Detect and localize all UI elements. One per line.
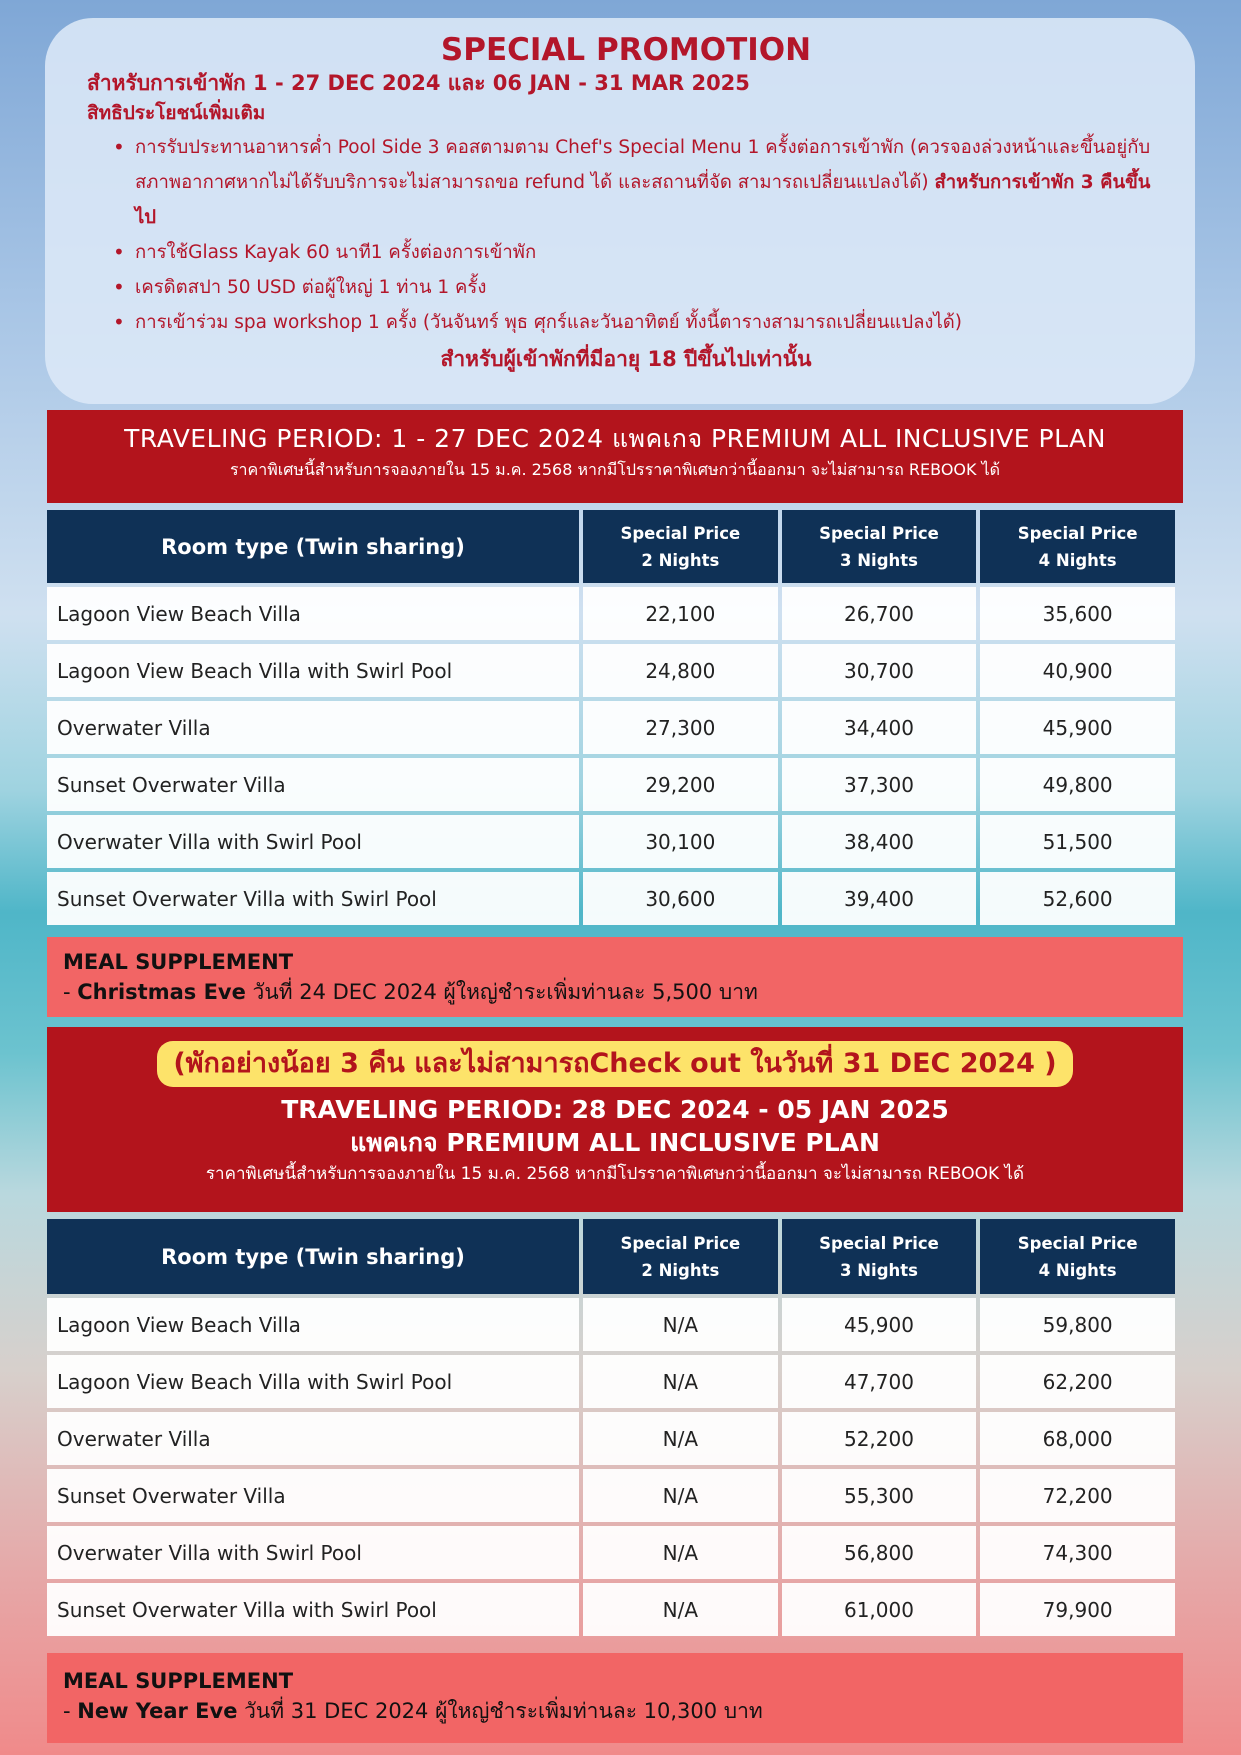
price-2n-header: Special Price 2 Nights <box>583 1219 778 1294</box>
table-header-row <box>47 510 1175 583</box>
benefits-list <box>113 130 1165 340</box>
price-cell: N/A <box>583 1412 778 1465</box>
period2-package: แพคเกจ PREMIUM ALL INCLUSIVE PLAN <box>350 1128 880 1157</box>
price-cell: 24,800 <box>583 644 778 697</box>
price-3n-header: Special Price 3 Nights <box>782 1219 977 1294</box>
meal-detail: - Christmas Eve วันที่ 24 DEC 2024 ผู้ใหญ่ชำระเพิ่มท่านละ 5,500 บาท <box>63 980 758 1004</box>
room-name: Sunset Overwater Villa <box>47 758 579 811</box>
table-row <box>47 587 1175 640</box>
price-cell: N/A <box>583 1583 778 1636</box>
benefit-text: การรับประทานอาหารค่ำ Pool Side 3 คอสตามตาม Chef's Special Menu 1 ครั้งต่อการเข้าพัก (ควรจองล่วงหน้าและขึ้นอยู่กับสภาพอากาศหากไม่ได้รับบริการจะไม่สามารถขอ refund ได้ และสถานที่จัด สามารถเปลี่ยนแปลงได้) <box>135 137 1151 193</box>
room-name: Lagoon View Beach Villa <box>47 587 579 640</box>
table-row <box>47 872 1175 925</box>
price-cell: 56,800 <box>782 1526 977 1579</box>
price-cell: 45,900 <box>782 1298 977 1351</box>
price-cell: 79,900 <box>980 1583 1175 1636</box>
period1-banner <box>47 410 1183 503</box>
room-name: Overwater Villa <box>47 1412 579 1465</box>
promo-benefits-label: สิทธิประโยชน์เพิ่มเติม <box>87 102 266 124</box>
benefit-item: • การเข้าร่วม spa workshop 1 ครั้ง (วันจันทร์ พุธ ศุกร์และวันอาทิตย์ ทั้งนี้ตารางสามารถเปลี่ยนแปลงได้) <box>113 305 1165 340</box>
price-3n-header: Special Price 3 Nights <box>782 510 977 583</box>
benefit-item: • การใช้Glass Kayak 60 นาที1 ครั้งต่องการเข้าพัก <box>113 235 1165 270</box>
price-cell: 39,400 <box>782 872 977 925</box>
price-cell: 49,800 <box>980 758 1175 811</box>
period2-title: TRAVELING PERIOD: 28 DEC 2024 - 05 JAN 2025 <box>281 1095 949 1124</box>
table-header-row <box>47 1219 1175 1294</box>
table-row <box>47 644 1175 697</box>
price-cell: 45,900 <box>980 701 1175 754</box>
room-name: Overwater Villa <box>47 701 579 754</box>
price-cell: N/A <box>583 1298 778 1351</box>
price-cell: 74,300 <box>980 1526 1175 1579</box>
price-cell: 38,400 <box>782 815 977 868</box>
promo-title: SPECIAL PROMOTION <box>440 32 812 68</box>
promo-box <box>45 18 1195 404</box>
price-cell: N/A <box>583 1355 778 1408</box>
price-cell: N/A <box>583 1469 778 1522</box>
period2-rate-table <box>43 1215 1179 1640</box>
price-cell: 61,000 <box>782 1583 977 1636</box>
price-cell: 37,300 <box>782 758 977 811</box>
price-cell: 52,200 <box>782 1412 977 1465</box>
price-cell: 40,900 <box>980 644 1175 697</box>
table-row <box>47 1583 1175 1636</box>
price-4n-header: Special Price 4 Nights <box>980 1219 1175 1294</box>
benefit-bold: สำหรับการเข้าพัก 3 คืนขึ้นไป <box>135 172 1151 228</box>
price-cell: 47,700 <box>782 1355 977 1408</box>
period2-meal-supplement <box>47 1653 1183 1743</box>
room-name: Sunset Overwater Villa with Swirl Pool <box>47 1583 579 1636</box>
period2-banner <box>47 1027 1183 1212</box>
price-cell: 22,100 <box>583 587 778 640</box>
table-row <box>47 758 1175 811</box>
room-name: Lagoon View Beach Villa with Swirl Pool <box>47 644 579 697</box>
price-2n-header: Special Price 2 Nights <box>583 510 778 583</box>
table-row <box>47 1469 1175 1522</box>
table-row <box>47 1298 1175 1351</box>
room-type-header: Room type (Twin sharing) <box>47 1219 579 1294</box>
price-cell: 51,500 <box>980 815 1175 868</box>
price-cell: 34,400 <box>782 701 977 754</box>
period2-subtitle: ราคาพิเศษนี้สำหรับการจองภายใน 15 ม.ค. 2568 หากมีโปรราคาพิเศษกว่านี้ออกมา จะไม่สามารถ REBOOK ได้ <box>205 1164 1025 1184</box>
price-cell: 30,600 <box>583 872 778 925</box>
benefit-item <box>113 130 1165 235</box>
price-cell: 30,100 <box>583 815 778 868</box>
price-cell: 59,800 <box>980 1298 1175 1351</box>
benefit-item: • เครดิตสปา 50 USD ต่อผู้ใหญ่ 1 ท่าน 1 ครั้ง <box>113 270 1165 305</box>
min-stay-note: (พักอย่างน้อย 3 คืน และไม่สามารถCheck out ในวันที่ 31 DEC 2024 ) <box>157 1041 1072 1087</box>
table-row <box>47 1526 1175 1579</box>
meal-heading: MEAL SUPPLEMENT <box>63 950 294 974</box>
table-row <box>47 1412 1175 1465</box>
room-name: Overwater Villa with Swirl Pool <box>47 1526 579 1579</box>
price-cell: 62,200 <box>980 1355 1175 1408</box>
period1-rate-table <box>43 506 1179 929</box>
meal-event: New Year Eve <box>77 1699 238 1723</box>
room-name: Lagoon View Beach Villa <box>47 1298 579 1351</box>
room-type-header: Room type (Twin sharing) <box>47 510 579 583</box>
price-cell: 72,200 <box>980 1469 1175 1522</box>
period1-title: TRAVELING PERIOD: 1 - 27 DEC 2024 แพคเกจ PREMIUM ALL INCLUSIVE PLAN <box>124 424 1106 453</box>
period1-subtitle: ราคาพิเศษนี้สำหรับการจองภายใน 15 ม.ค. 2568 หากมีโปรราคาพิเศษกว่านี้ออกมา จะไม่สามารถ REBOOK ได้ <box>229 460 1001 479</box>
price-cell: 26,700 <box>782 587 977 640</box>
price-cell: 30,700 <box>782 644 977 697</box>
price-4n-header: Special Price 4 Nights <box>980 510 1175 583</box>
meal-heading: MEAL SUPPLEMENT <box>63 1669 294 1693</box>
price-cell: 52,600 <box>980 872 1175 925</box>
meal-event: Christmas Eve <box>77 980 246 1004</box>
promo-period: สำหรับการเข้าพัก 1 - 27 DEC 2024 และ 06 JAN - 31 MAR 2025 <box>87 71 750 95</box>
price-cell: 27,300 <box>583 701 778 754</box>
room-name: Overwater Villa with Swirl Pool <box>47 815 579 868</box>
age-note: สำหรับผู้เข้าพักที่มีอายุ 18 ปีขึ้นไปเท่านั้น <box>440 347 812 371</box>
meal-detail: - New Year Eve วันที่ 31 DEC 2024 ผู้ใหญ่ชำระเพิ่มท่านละ 10,300 บาท <box>63 1699 763 1723</box>
price-cell: 55,300 <box>782 1469 977 1522</box>
price-cell: 68,000 <box>980 1412 1175 1465</box>
room-name: Sunset Overwater Villa with Swirl Pool <box>47 872 579 925</box>
table-row <box>47 1355 1175 1408</box>
table-row <box>47 701 1175 754</box>
price-cell: 35,600 <box>980 587 1175 640</box>
room-name: Lagoon View Beach Villa with Swirl Pool <box>47 1355 579 1408</box>
price-cell: N/A <box>583 1526 778 1579</box>
table-row <box>47 815 1175 868</box>
period1-meal-supplement <box>47 937 1183 1017</box>
price-cell: 29,200 <box>583 758 778 811</box>
room-name: Sunset Overwater Villa <box>47 1469 579 1522</box>
